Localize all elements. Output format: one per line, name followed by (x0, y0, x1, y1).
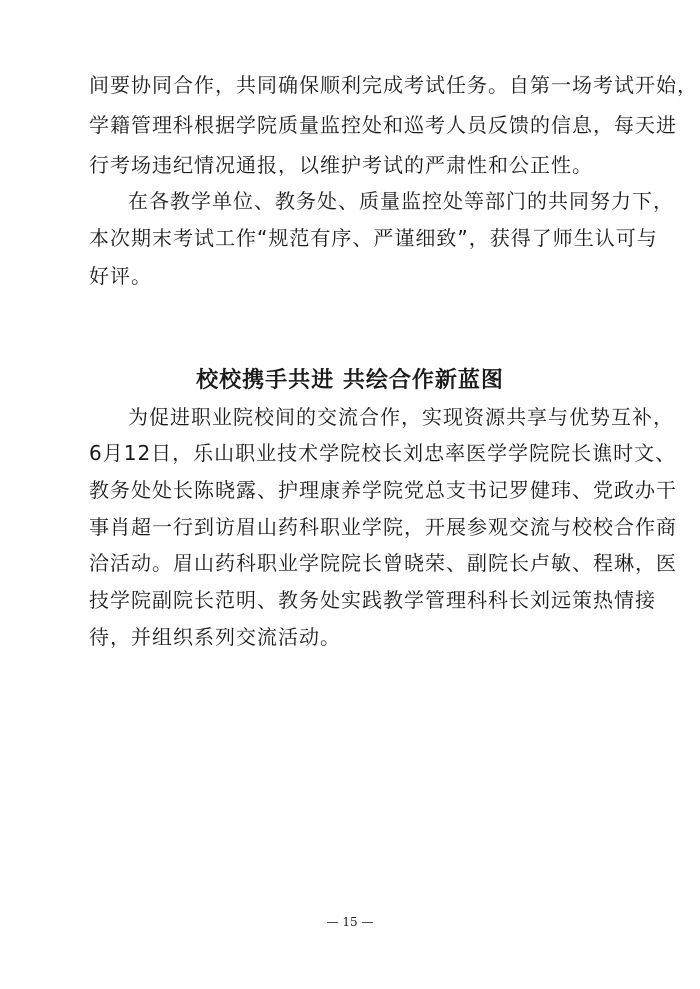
paragraph-line: 洽活动。眉山药科职业学院院长曾晓荣、副院长卢敏、程琳，医 (89, 551, 677, 575)
paragraph-line: 学籍管理科根据学院质量监控处和巡考人员反馈的信息，每天进 (89, 113, 677, 137)
paragraph-line: 为促进职业院校间的交流合作，实现资源共享与优势互补， (128, 405, 674, 429)
paragraph-line: 事肖超一行到访眉山药科职业学院，开展参观交流与校校合作商 (89, 515, 677, 539)
page-number: — 15 — (326, 915, 374, 929)
article-title: 校校携手共进 共绘合作新蓝图 (196, 368, 504, 393)
paragraph-line: 行考场违纪情况通报，以维护考试的严肃性和公正性。 (89, 153, 593, 177)
paragraph-line: 教务处处长陈晓露、护理康养学院党总支书记罗健玮、党政办干 (89, 478, 677, 502)
paragraph-line: 在各教学单位、教务处、质量监控处等部门的共同努力下， (128, 189, 674, 213)
paragraph-line: 技学院副院长范明、教务处实践教学管理科科长刘远策热情接 (89, 588, 656, 612)
paragraph-line: 待，并组织系列交流活动。 (89, 625, 341, 649)
paragraph-line: 好评。 (89, 264, 152, 288)
paragraph-line: 本次期末考试工作“规范有序、严谨细致”，获得了师生认可与 (89, 226, 658, 250)
paragraph-line: 间要协同合作，共同确保顺利完成考试任务。自第一场考试开始， (89, 73, 698, 97)
paragraph-line: 6月12日，乐山职业技术学院校长刘忠率医学学院院长谯时文、 (89, 441, 677, 465)
